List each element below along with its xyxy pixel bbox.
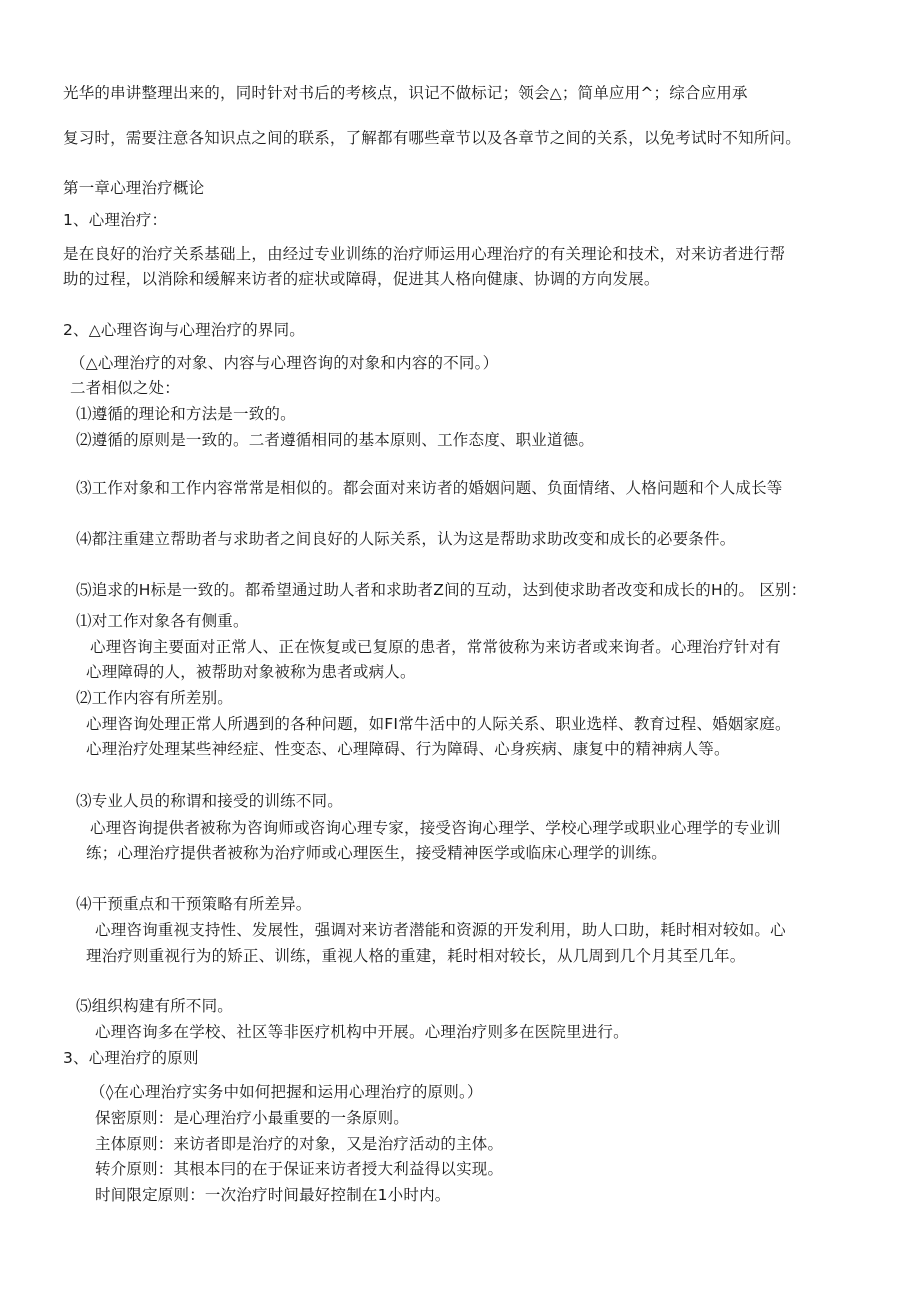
- section-heading: 2、△心理咨询与心理治疗的界同。: [63, 321, 305, 339]
- list-item: ⑷都注重建立帮助者与求助者之间良好的人际关系，认为这是帮助求助改变和成长的必要条件。: [76, 530, 736, 548]
- paragraph-line: 练；心理治疗提供者被称为治疗师或心理医生，接受精神医学或临床心理学的训练。: [86, 844, 667, 862]
- intro-line: 复习时，需要注意各知识点之间的联系，了解都有哪些章节以及各章节之间的关系，以免考试时不知所问。: [63, 129, 801, 147]
- principle-item: 保密原则：是心理治疗小最重要的一条原则。: [95, 1109, 410, 1127]
- subheading: 二者相似之处：: [70, 379, 180, 397]
- section-heading: 1、心理治疗：: [63, 211, 168, 229]
- list-item: ⑶专业人员的称谓和接受的训练不同。: [76, 792, 343, 810]
- paragraph-line: 心理障碍的人，被帮助对象被称为患者或病人。: [86, 663, 416, 681]
- list-item: ⑷干预重点和干预策略有所差异。: [76, 895, 312, 913]
- list-item: ⑸追求的H标是一致的。都希望通过助人者和求助者Z间的互动，达到使求助者改变和成长的H的。 区别：: [76, 581, 807, 599]
- principle-item: 时间限定原则：一次治疗时间最好控制在1小时内。: [95, 1186, 451, 1204]
- paragraph-line: 是在良好的治疗关系基础上，由经过专业训练的治疗师运用心理治疗的有关理论和技术，对来访者进行帮: [63, 245, 786, 263]
- intro-line: 光华的串讲整理出来的，同时针对书后的考核点，识记不做标记；领会△；简单应用^；综合应用承: [63, 84, 748, 102]
- list-item: ⑴遵循的理论和方法是一致的。: [76, 405, 296, 423]
- list-item: ⑵遵循的原则是一致的。二者遵循相同的基本原则、工作态度、职业道德。: [76, 431, 595, 449]
- chapter-title: 第一章心理治疗概论: [63, 179, 205, 197]
- principle-item: 转介原则：其根本冃的在于保证来访者授大利益得以实现。: [95, 1160, 504, 1178]
- paragraph-line: 心理咨询处理正常人所遇到的各种问题，如FI常牛活中的人际关系、职业选样、教育过程、婚姻家庭。: [86, 715, 791, 733]
- paragraph-line: 心理咨询重视支持性、发展性，强调对来访者潜能和资源的开发利用，助人口助，耗时相对较如。心: [95, 921, 786, 939]
- paragraph-line: 心理咨询提供者被称为咨询师或咨询心理专家，接受咨询心理学、学校心理学或职业心理学的专业训: [90, 819, 781, 837]
- list-item: ⑵工作内容有所差别。: [76, 689, 234, 707]
- paragraph-line: 心理咨询多在学校、社区等非医疗机构中开展。心理治疗则多在医院里进行。: [95, 1023, 629, 1041]
- list-item: ⑶工作对象和工作内容常常是相似的。都会面对来访者的婚姻问题、负面情绪、人格问题和个人成长等: [76, 479, 783, 497]
- paragraph-line: 心理治疗处理某些神经症、性变态、心理障碍、行为障碍、心身疾病、康复中的精神病人等。: [86, 740, 730, 758]
- section-note: （◊在心理治疗实务中如何把握和运用心理治疗的原则。）: [90, 1083, 483, 1101]
- section-note: （△心理治疗的对象、内容与心理咨询的对象和内容的不同。）: [70, 354, 499, 372]
- paragraph-line: 心理咨询主要面对正常人、正在恢复或已复原的患者，常常彼称为来访者或来询者。心理治疗针对有: [90, 638, 781, 656]
- section-heading: 3、心理治疗的原则: [63, 1049, 199, 1067]
- paragraph-line: 理治疗则重视行为的矫正、训练，重视人格的重建，耗时相对较长，从几周到几个月其至几年。: [86, 947, 746, 965]
- list-item: ⑴对工作对象各有侧重。: [76, 612, 249, 630]
- paragraph-line: 助的过程，以消除和缓解来访者的症状或障碍，促进其人格向健康、协调的方向发展。: [63, 270, 660, 288]
- principle-item: 主体原则：来访者即是治疗的对象，又是治疗活动的主体。: [95, 1135, 504, 1153]
- list-item: ⑸组织构建有所不同。: [76, 997, 234, 1015]
